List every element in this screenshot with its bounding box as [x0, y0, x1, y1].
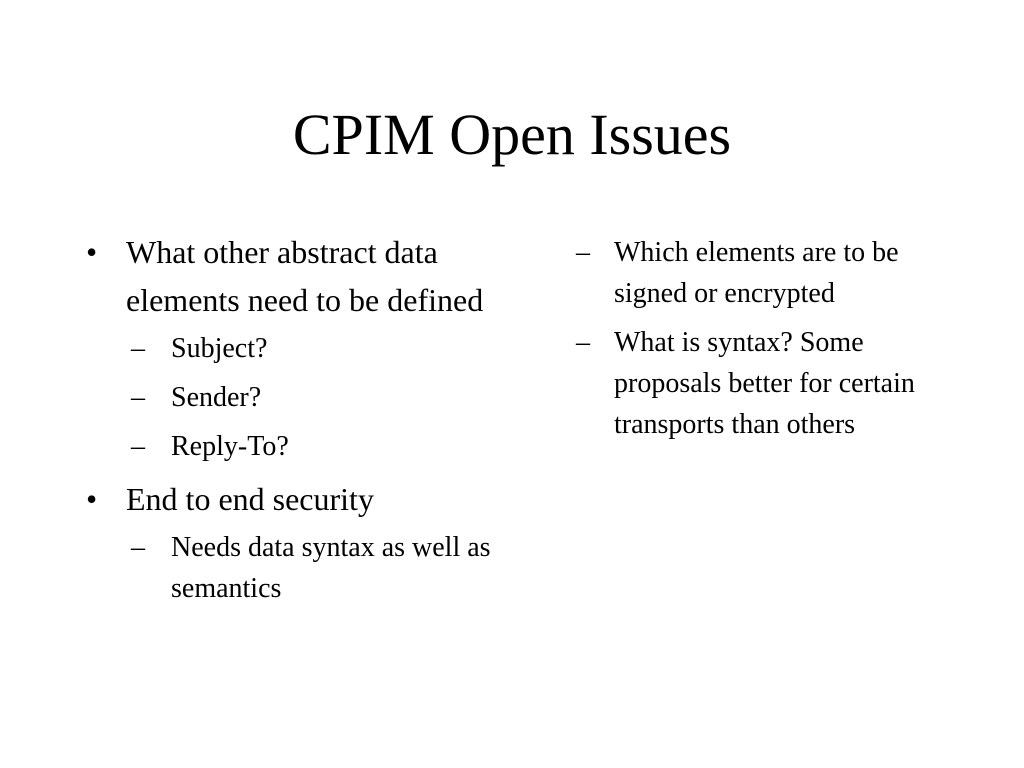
dash-icon: – [131, 532, 145, 563]
dash-icon: – [131, 431, 145, 462]
bullet-icon: • [86, 481, 98, 517]
sub-bullet-text: Needs data syntax as well as semantics [171, 532, 491, 604]
dash-icon: – [576, 237, 590, 268]
bullet-item [86, 228, 506, 324]
bullet-text: What other abstract data elements need to be defined [126, 234, 484, 318]
sub-bullet-item [131, 328, 506, 369]
dash-icon: – [576, 327, 590, 358]
right-column [576, 228, 976, 453]
sub-bullet-text: Reply-To? [171, 431, 289, 462]
sub-bullet-text: Subject? [171, 333, 268, 364]
sub-bullet-text: Which elements are to be signed or encrypted [614, 237, 899, 309]
left-column [86, 228, 506, 617]
sub-bullet-item [131, 527, 506, 609]
sub-bullet-item [131, 426, 506, 467]
dash-icon: – [131, 382, 145, 413]
slide-title: CPIM Open Issues [292, 102, 732, 167]
bullet-icon: • [86, 234, 98, 270]
sub-bullet-text: What is syntax? Some proposals better for certain transports than others [614, 327, 915, 440]
dash-icon: – [131, 333, 145, 364]
bullet-item [86, 475, 506, 523]
sub-bullet-item [576, 232, 976, 314]
sub-bullet-text: Sender? [171, 382, 262, 413]
sub-bullet-item [131, 377, 506, 418]
bullet-text: End to end security [126, 481, 374, 517]
sub-bullet-item [576, 322, 976, 445]
